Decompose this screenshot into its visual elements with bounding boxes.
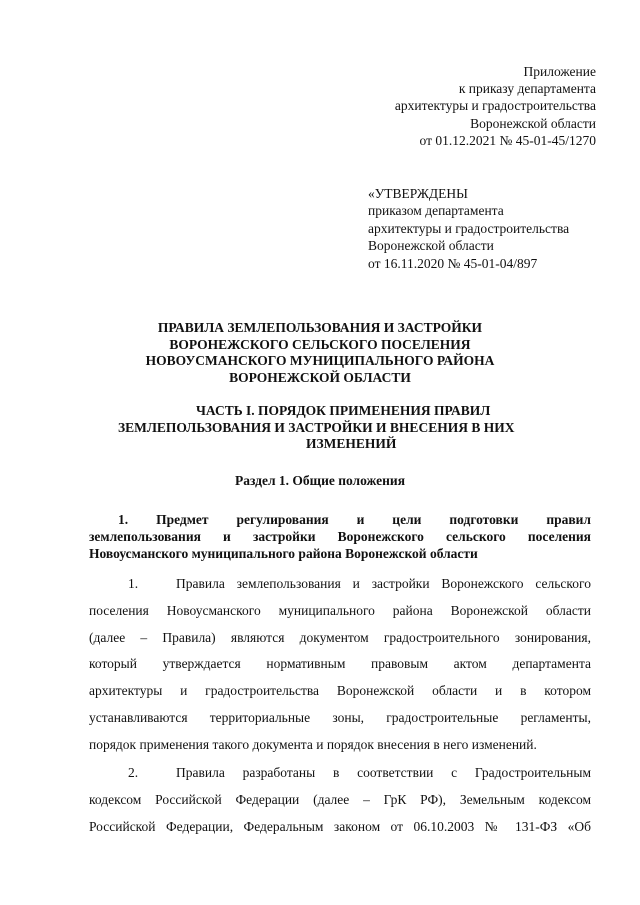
- paragraph-line: [89, 571, 591, 598]
- appendix-line: архитектуры и градостроительства: [394, 98, 596, 114]
- approved-line: Воронежской области: [368, 238, 494, 254]
- appendix-line: от 01.12.2021 № 45-01-45/1270: [419, 132, 596, 148]
- paragraph-line: поселения Новоусманского муниципального района Воронежской области: [89, 602, 591, 618]
- part-heading: [60, 403, 620, 453]
- part-heading-line: ЗЕМЛЕПОЛЬЗОВАНИЯ И ЗАСТРОЙКИ И ВНЕСЕНИЯ В НИХ: [118, 419, 515, 435]
- approved-line: «УТВЕРЖДЕНЫ: [368, 186, 468, 201]
- paragraph-number: 2.: [128, 765, 139, 780]
- approved-line: от 16.11.2020 № 45-01-04/897: [368, 255, 538, 271]
- appendix-line: к приказу департамента: [458, 81, 596, 97]
- part-heading-line: ИЗМЕНЕНИЙ: [306, 436, 397, 452]
- paragraph-line: порядок применения такого документа и порядок внесения в него изменений.: [89, 736, 537, 752]
- paragraph-line-text: Правила разработаны в соответствии с Градостроительным: [176, 765, 591, 780]
- appendix-line: Воронежской области: [470, 115, 596, 131]
- title-line: ВОРОНЕЖСКОЙ ОБЛАСТИ: [229, 369, 411, 385]
- paragraph-2: [89, 760, 591, 840]
- title-line: ПРАВИЛА ЗЕМЛЕПОЛЬЗОВАНИЯ И ЗАСТРОЙКИ: [157, 320, 483, 335]
- section-heading: Раздел 1. Общие положения: [234, 473, 406, 488]
- paragraph-line: архитектуры и градостроительства Воронежской области и в котором: [89, 683, 591, 699]
- article-number: 1.: [118, 512, 129, 527]
- paragraph-line-text: Правила землепользования и застройки Воронежского сельского: [176, 576, 591, 591]
- part-heading-line: ЧАСТЬ I. ПОРЯДОК ПРИМЕНЕНИЯ ПРАВИЛ: [196, 403, 491, 418]
- paragraph-line: который утверждается нормативным правовым актом департамента: [89, 656, 591, 672]
- paragraph-1: [89, 571, 591, 759]
- document-title: [60, 320, 580, 386]
- paragraph-line: кодексом Российской Федерации (далее – ГрК РФ), Земельным кодексом: [89, 791, 591, 807]
- appendix-line: Приложение: [523, 64, 596, 79]
- paragraph-line: Российской Федерации, Федеральным законом от 06.10.2003 № 131-ФЗ «Об: [89, 818, 591, 834]
- approved-line: архитектуры и градостроительства: [368, 220, 570, 236]
- approved-line: приказом департамента: [368, 203, 504, 219]
- title-line: ВОРОНЕЖСКОГО СЕЛЬСКОГО ПОСЕЛЕНИЯ: [169, 336, 471, 352]
- appendix-block: [395, 63, 596, 149]
- approved-block: [368, 185, 569, 272]
- article-heading-line: [89, 512, 591, 529]
- article-heading: [89, 512, 591, 562]
- article-heading-line: Новоусманского муниципального района Воронежской области: [89, 545, 478, 561]
- article-heading-line: землепользования и застройки Воронежского сельского поселения: [89, 528, 591, 544]
- paragraph-line: устанавливаются территориальные зоны, градостроительные регламенты,: [89, 709, 591, 725]
- title-line: НОВОУСМАНСКОГО МУНИЦИПАЛЬНОГО РАЙОНА: [145, 353, 495, 369]
- paragraph-line: [89, 760, 591, 787]
- article-heading-text: Предмет регулирования и цели подготовки правил: [156, 512, 592, 527]
- paragraph-number: 1.: [128, 576, 139, 591]
- paragraph-line: (далее – Правила) являются документом градостроительного зонирования,: [89, 629, 591, 645]
